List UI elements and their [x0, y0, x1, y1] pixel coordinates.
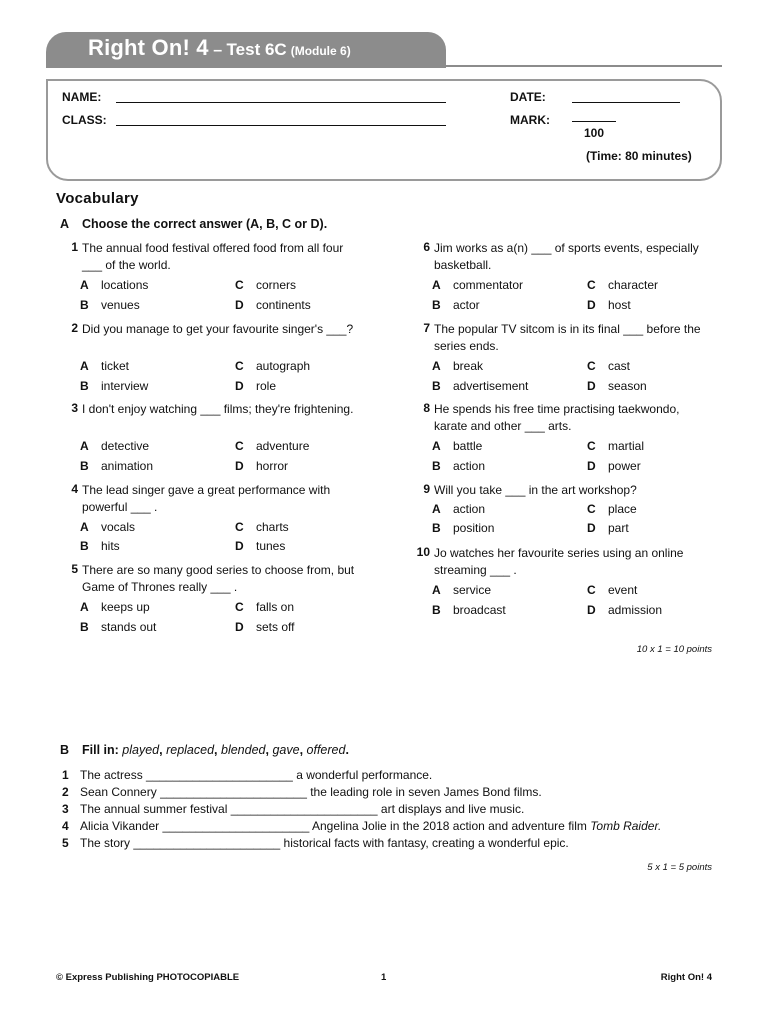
- mark-label: MARK:: [510, 113, 550, 127]
- task-a-letter: A: [60, 217, 70, 231]
- option-letter: B: [80, 459, 89, 473]
- option-letter: D: [235, 379, 244, 393]
- option-letter: D: [587, 298, 596, 312]
- question-text: The popular TV sitcom is in its final ___ before the series ends.: [434, 322, 701, 353]
- item-text-after: Angelina Jolie in the 2018 action and adventure film: [309, 819, 591, 833]
- option-text: venues: [101, 298, 140, 312]
- option-text: part: [608, 521, 629, 535]
- test-title: [88, 35, 351, 61]
- option-text: horror: [256, 459, 289, 473]
- answer-option-b[interactable]: [80, 539, 120, 553]
- option-letter: A: [432, 359, 441, 373]
- item-text-after: a wonderful performance.: [292, 768, 433, 782]
- option-letter: A: [432, 439, 441, 453]
- option-text: service: [453, 583, 492, 597]
- fill-in-item-4: [56, 819, 661, 833]
- option-text: role: [256, 379, 277, 393]
- answer-option-d[interactable]: [235, 539, 285, 553]
- question-number: 4: [71, 482, 78, 496]
- option-letter: A: [80, 278, 89, 292]
- option-text: advertisement: [453, 379, 529, 393]
- task-b-heading: [60, 743, 349, 757]
- item-number: 4: [62, 819, 69, 833]
- option-text: stands out: [101, 620, 157, 634]
- option-text: sets off: [256, 620, 295, 634]
- answer-option-b[interactable]: [432, 379, 528, 393]
- answer-option-c[interactable]: [235, 278, 296, 292]
- option-text: place: [608, 502, 637, 516]
- word-bank-item: replaced: [166, 743, 215, 757]
- word-bank-item: played: [122, 743, 160, 757]
- option-text: host: [608, 298, 631, 312]
- answer-option-a[interactable]: [80, 520, 135, 534]
- option-letter: A: [432, 278, 441, 292]
- question-number: 2: [71, 321, 78, 335]
- option-text: continents: [256, 298, 311, 312]
- option-letter: C: [235, 600, 244, 614]
- footer-book-title: Right On! 4: [660, 972, 712, 983]
- option-text: animation: [101, 459, 154, 473]
- option-text: detective: [101, 439, 150, 453]
- answer-option-a[interactable]: [432, 502, 485, 516]
- word-bank-item: offered: [306, 743, 346, 757]
- option-text: broadcast: [453, 603, 506, 617]
- answer-option-a[interactable]: [432, 583, 491, 597]
- option-letter: C: [235, 520, 244, 534]
- answer-option-b[interactable]: [80, 298, 140, 312]
- question-text: Jim works as a(n) ___ of sports events, especially basketball.: [434, 241, 699, 272]
- option-text: admission: [608, 603, 663, 617]
- name-field[interactable]: [116, 102, 446, 103]
- item-text-before: Alicia Vikander: [80, 819, 163, 833]
- task-a-heading: [60, 217, 327, 231]
- item-text-before: The story: [80, 836, 134, 850]
- question-number: 7: [423, 321, 430, 335]
- answer-option-d[interactable]: [587, 459, 641, 473]
- answer-option-c[interactable]: [235, 520, 289, 534]
- answer-option-b[interactable]: [432, 459, 485, 473]
- option-letter: C: [587, 359, 596, 373]
- task-b-instruction: Fill in:: [82, 743, 119, 757]
- option-letter: D: [235, 459, 244, 473]
- page-number: 1: [381, 972, 387, 983]
- question-text: He spends his free time practising taekwondo, karate and other ___ arts.: [434, 402, 680, 433]
- item-number: 1: [62, 768, 69, 782]
- question-number: 6: [423, 240, 430, 254]
- option-letter: B: [80, 379, 89, 393]
- item-text-after: art displays and live music.: [377, 802, 525, 816]
- time-limit: (Time: 80 minutes): [586, 149, 692, 163]
- option-letter: D: [235, 298, 244, 312]
- book-title: Right On! 4: [88, 35, 209, 60]
- option-text: adventure: [256, 439, 310, 453]
- question-text: Will you take ___ in the art workshop?: [434, 483, 637, 497]
- answer-blank[interactable]: ______________________: [146, 768, 293, 782]
- item-text-before: The actress: [80, 768, 147, 782]
- question-text: I don't enjoy watching ___ films; they're frightening.: [82, 402, 354, 416]
- class-label: CLASS:: [62, 113, 107, 127]
- item-number: 3: [62, 802, 69, 816]
- answer-option-a[interactable]: [432, 278, 523, 292]
- option-letter: B: [432, 459, 441, 473]
- question-text: There are so many good series to choose from, but Game of Thrones really ___ .: [82, 563, 355, 594]
- answer-option-b[interactable]: [80, 620, 156, 634]
- option-text: charts: [256, 520, 289, 534]
- answer-option-a[interactable]: [80, 439, 149, 453]
- mark-denominator: 100: [584, 126, 605, 140]
- answer-option-d[interactable]: [587, 603, 662, 617]
- answer-blank[interactable]: ______________________: [160, 785, 307, 799]
- option-text: commentator: [453, 278, 524, 292]
- answer-option-c[interactable]: [235, 600, 294, 614]
- date-field[interactable]: [572, 102, 680, 103]
- class-field[interactable]: [116, 125, 446, 126]
- option-letter: C: [587, 278, 596, 292]
- option-text: position: [453, 521, 495, 535]
- option-letter: C: [235, 439, 244, 453]
- question-number: 1: [71, 240, 78, 254]
- module-label: (Module 6): [290, 44, 351, 58]
- option-letter: C: [587, 502, 596, 516]
- section-title: Vocabulary: [56, 190, 139, 207]
- word-bank-item: gave: [272, 743, 300, 757]
- question-number: 10: [416, 545, 430, 559]
- item-number: 5: [62, 836, 69, 850]
- option-letter: A: [80, 359, 89, 373]
- option-text: autograph: [256, 359, 311, 373]
- question-number: 5: [71, 562, 78, 576]
- item-text-after: the leading role in seven James Bond films.: [306, 785, 542, 799]
- option-letter: C: [235, 278, 244, 292]
- option-letter: B: [432, 603, 441, 617]
- option-text: action: [453, 459, 486, 473]
- option-letter: A: [80, 520, 89, 534]
- question-number: 9: [423, 482, 430, 496]
- answer-option-d[interactable]: [235, 459, 288, 473]
- answer-option-c[interactable]: [587, 439, 644, 453]
- option-text: interview: [101, 379, 149, 393]
- answer-option-a[interactable]: [432, 359, 483, 373]
- answer-option-d[interactable]: [235, 298, 311, 312]
- option-text: event: [608, 583, 638, 597]
- task-b-letter: B: [60, 743, 70, 757]
- option-text: ticket: [101, 359, 130, 373]
- answer-option-b[interactable]: [432, 298, 480, 312]
- name-label: NAME:: [62, 90, 102, 104]
- option-letter: D: [587, 379, 596, 393]
- option-text: power: [608, 459, 641, 473]
- answer-option-c[interactable]: [587, 583, 637, 597]
- fill-in-item-3: [56, 802, 524, 816]
- option-text: cast: [608, 359, 631, 373]
- fill-in-item-1: [56, 768, 432, 782]
- answer-option-a[interactable]: [80, 278, 148, 292]
- answer-option-b[interactable]: [80, 379, 148, 393]
- answer-option-d[interactable]: [587, 521, 629, 535]
- option-letter: C: [235, 359, 244, 373]
- answer-option-b[interactable]: [80, 459, 153, 473]
- answer-option-d[interactable]: [235, 620, 294, 634]
- title-dash: –: [208, 42, 227, 59]
- option-text: character: [608, 278, 659, 292]
- option-letter: D: [587, 603, 596, 617]
- option-text: martial: [608, 439, 645, 453]
- option-letter: A: [80, 439, 89, 453]
- answer-option-b[interactable]: [432, 521, 494, 535]
- option-text: break: [453, 359, 484, 373]
- question-text: The lead singer gave a great performance with powerful ___ .: [82, 483, 331, 514]
- option-text: corners: [256, 278, 297, 292]
- word-bank-item: blended: [221, 743, 266, 757]
- option-text: season: [608, 379, 647, 393]
- header-rule: [440, 65, 722, 67]
- option-letter: B: [432, 298, 441, 312]
- answer-option-a[interactable]: [80, 600, 150, 614]
- question-number: 8: [423, 401, 430, 415]
- film-title: Tomb Raider.: [590, 819, 662, 833]
- option-letter: D: [235, 539, 244, 553]
- fill-in-item-5: [56, 836, 569, 850]
- item-text-before: The annual summer festival: [80, 802, 231, 816]
- option-letter: A: [80, 600, 89, 614]
- answer-option-b[interactable]: [432, 603, 506, 617]
- option-text: battle: [453, 439, 483, 453]
- question-text: Jo watches her favourite series using an online streaming ___ .: [434, 546, 684, 577]
- answer-blank[interactable]: ______________________: [230, 802, 378, 816]
- option-letter: B: [80, 298, 89, 312]
- task-b-points: 5 x 1 = 5 points: [647, 862, 712, 873]
- answer-option-d[interactable]: [587, 298, 631, 312]
- answer-option-c[interactable]: [587, 278, 658, 292]
- answer-option-c[interactable]: [587, 359, 630, 373]
- answer-option-a[interactable]: [432, 439, 482, 453]
- option-letter: C: [587, 439, 596, 453]
- answer-blank[interactable]: ______________________: [133, 836, 281, 850]
- answer-option-c[interactable]: [235, 439, 309, 453]
- option-letter: D: [587, 459, 596, 473]
- question-text: The annual food festival offered food from all four ___ of the world.: [82, 241, 344, 272]
- answer-blank[interactable]: ______________________: [162, 819, 310, 833]
- item-number: 2: [62, 785, 69, 799]
- item-text-after: historical facts with fantasy, creating a wonderful epic.: [280, 836, 569, 850]
- option-letter: B: [432, 379, 441, 393]
- task-a-points: 10 x 1 = 10 points: [636, 644, 712, 655]
- answer-option-a[interactable]: [80, 359, 129, 373]
- option-text: keeps up: [101, 600, 150, 614]
- question-text: Did you manage to get your favourite singer's ___?: [82, 322, 354, 336]
- copyright: © Express Publishing PHOTOCOPIABLE: [56, 972, 240, 983]
- option-letter: D: [235, 620, 244, 634]
- question-number: 3: [71, 401, 78, 415]
- fill-in-item-2: [56, 785, 542, 799]
- answer-option-c[interactable]: [235, 359, 310, 373]
- option-letter: C: [587, 583, 596, 597]
- option-letter: D: [587, 521, 596, 535]
- option-text: tunes: [256, 539, 286, 553]
- option-letter: B: [432, 521, 441, 535]
- option-letter: A: [432, 583, 441, 597]
- answer-option-c[interactable]: [587, 502, 637, 516]
- option-letter: B: [80, 539, 89, 553]
- option-text: vocals: [101, 520, 136, 534]
- option-text: locations: [101, 278, 149, 292]
- date-label: DATE:: [510, 90, 546, 104]
- item-text-before: Sean Connery: [80, 785, 161, 799]
- mark-field[interactable]: [572, 121, 616, 122]
- test-name: Test 6C: [226, 40, 287, 59]
- option-letter: A: [432, 502, 441, 516]
- answer-option-d[interactable]: [587, 379, 647, 393]
- option-text: action: [453, 502, 486, 516]
- option-text: falls on: [256, 600, 295, 614]
- answer-option-d[interactable]: [235, 379, 276, 393]
- option-text: actor: [453, 298, 480, 312]
- student-info-box: [46, 79, 722, 181]
- task-a-instruction: Choose the correct answer (A, B, C or D).: [82, 217, 328, 231]
- option-letter: B: [80, 620, 89, 634]
- option-text: hits: [101, 539, 120, 553]
- word-bank: played, replaced, blended, gave, offered.: [122, 743, 349, 757]
